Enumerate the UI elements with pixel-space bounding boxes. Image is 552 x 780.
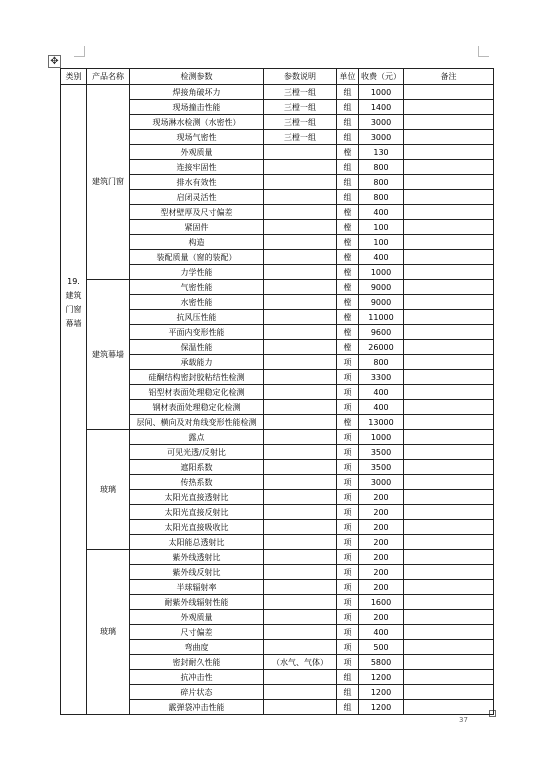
test-parameter-cell: 可见光透/反射比 xyxy=(130,445,264,460)
unit-cell: 项 xyxy=(337,520,359,535)
fee-cell: 1200 xyxy=(359,685,404,700)
remarks-cell xyxy=(404,250,494,265)
unit-cell: 组 xyxy=(337,175,359,190)
test-parameter-cell: 装配质量（窗的装配） xyxy=(130,250,264,265)
parameter-note-cell xyxy=(264,160,337,175)
table-row xyxy=(61,85,494,100)
remarks-cell xyxy=(404,205,494,220)
unit-cell: 樘 xyxy=(337,310,359,325)
remarks-cell xyxy=(404,625,494,640)
unit-cell: 项 xyxy=(337,610,359,625)
parameter-note-cell xyxy=(264,430,337,445)
test-parameter-cell: 太阳光直接吸收比 xyxy=(130,520,264,535)
category-line: 门窗 xyxy=(65,305,82,314)
unit-cell: 樘 xyxy=(337,220,359,235)
unit-cell: 组 xyxy=(337,115,359,130)
category-line: 19. xyxy=(67,277,80,286)
unit-cell: 组 xyxy=(337,700,359,715)
fee-cell: 400 xyxy=(359,385,404,400)
fee-cell: 1400 xyxy=(359,100,404,115)
fee-cell: 200 xyxy=(359,610,404,625)
parameter-note-cell xyxy=(264,685,337,700)
parameter-note-cell xyxy=(264,190,337,205)
parameter-note-cell xyxy=(264,445,337,460)
remarks-cell xyxy=(404,595,494,610)
fee-cell: 100 xyxy=(359,220,404,235)
parameter-note-cell xyxy=(264,490,337,505)
unit-cell: 组 xyxy=(337,685,359,700)
product-name-cell: 建筑门窗 xyxy=(87,85,130,280)
unit-cell: 项 xyxy=(337,550,359,565)
fee-cell: 400 xyxy=(359,400,404,415)
parameter-note-cell xyxy=(264,580,337,595)
remarks-cell xyxy=(404,670,494,685)
unit-cell: 项 xyxy=(337,460,359,475)
page-corner-mark xyxy=(468,714,488,723)
parameter-note-cell xyxy=(264,610,337,625)
fee-cell: 200 xyxy=(359,565,404,580)
parameter-note-cell xyxy=(264,235,337,250)
header-test-parameter: 检测参数 xyxy=(130,69,264,85)
test-parameter-cell: 半球辐射率 xyxy=(130,580,264,595)
unit-cell: 樘 xyxy=(337,205,359,220)
test-parameter-cell: 现场撞击性能 xyxy=(130,100,264,115)
parameter-note-cell xyxy=(264,700,337,715)
page-number: 37 xyxy=(459,716,468,724)
category-cell xyxy=(61,85,87,715)
parameter-note-cell xyxy=(264,295,337,310)
test-parameter-cell: 保温性能 xyxy=(130,340,264,355)
test-parameter-cell: 太阳光直接透射比 xyxy=(130,490,264,505)
remarks-cell xyxy=(404,565,494,580)
product-name-cell: 建筑幕墙 xyxy=(87,280,130,430)
parameter-note-cell xyxy=(264,385,337,400)
test-parameter-cell: 外观质量 xyxy=(130,610,264,625)
fee-cell: 100 xyxy=(359,235,404,250)
test-parameter-cell: 外观质量 xyxy=(130,145,264,160)
unit-cell: 樘 xyxy=(337,295,359,310)
test-parameter-cell: 尺寸偏差 xyxy=(130,625,264,640)
fee-cell: 200 xyxy=(359,550,404,565)
parameter-note-cell xyxy=(264,505,337,520)
remarks-cell xyxy=(404,190,494,205)
fee-cell: 800 xyxy=(359,355,404,370)
test-parameter-cell: 启闭灵活性 xyxy=(130,190,264,205)
test-parameter-cell: 排水有效性 xyxy=(130,175,264,190)
fee-cell: 26000 xyxy=(359,340,404,355)
remarks-cell xyxy=(404,220,494,235)
remarks-cell xyxy=(404,325,494,340)
remarks-cell xyxy=(404,640,494,655)
unit-cell: 项 xyxy=(337,430,359,445)
test-parameter-cell: 紧固件 xyxy=(130,220,264,235)
parameter-note-cell xyxy=(264,280,337,295)
header-remarks: 备注 xyxy=(404,69,494,85)
fee-cell: 400 xyxy=(359,205,404,220)
fee-cell: 1000 xyxy=(359,85,404,100)
test-parameter-cell: 硅酮结构密封胶粘结性检测 xyxy=(130,370,264,385)
parameter-note-cell xyxy=(264,460,337,475)
test-parameter-cell: 抗冲击性 xyxy=(130,670,264,685)
table-row xyxy=(61,280,494,295)
remarks-cell xyxy=(404,265,494,280)
remarks-cell xyxy=(404,175,494,190)
parameter-note-cell: 三樘一组 xyxy=(264,130,337,145)
category-line: 建筑 xyxy=(65,291,82,300)
test-parameter-cell: 气密性能 xyxy=(130,280,264,295)
unit-cell: 组 xyxy=(337,130,359,145)
test-parameter-cell: 遮阳系数 xyxy=(130,460,264,475)
remarks-cell xyxy=(404,310,494,325)
test-parameter-cell: 露点 xyxy=(130,430,264,445)
test-parameter-cell: 型材壁厚及尺寸偏差 xyxy=(130,205,264,220)
test-parameter-cell: 传热系数 xyxy=(130,475,264,490)
remarks-cell xyxy=(404,340,494,355)
remarks-cell xyxy=(404,445,494,460)
parameter-note-cell xyxy=(264,325,337,340)
unit-cell: 樘 xyxy=(337,325,359,340)
fee-cell: 11000 xyxy=(359,310,404,325)
parameter-note-cell xyxy=(264,535,337,550)
unit-cell: 项 xyxy=(337,580,359,595)
test-parameter-cell: 钢材表面处理稳定化检测 xyxy=(130,400,264,415)
header-fee: 收费（元） xyxy=(359,69,404,85)
fee-cell: 1200 xyxy=(359,670,404,685)
unit-cell: 项 xyxy=(337,370,359,385)
fee-cell: 800 xyxy=(359,160,404,175)
test-parameter-cell: 水密性能 xyxy=(130,295,264,310)
remarks-cell xyxy=(404,130,494,145)
remarks-cell xyxy=(404,85,494,100)
remarks-cell xyxy=(404,535,494,550)
test-parameter-cell: 紫外线反射比 xyxy=(130,565,264,580)
test-parameter-cell: 密封耐久性能 xyxy=(130,655,264,670)
unit-cell: 项 xyxy=(337,400,359,415)
unit-cell: 项 xyxy=(337,445,359,460)
remarks-cell xyxy=(404,145,494,160)
parameter-note-cell xyxy=(264,145,337,160)
parameter-note-cell xyxy=(264,370,337,385)
unit-cell: 组 xyxy=(337,85,359,100)
category-line: 幕墙 xyxy=(65,319,82,328)
unit-cell: 组 xyxy=(337,160,359,175)
remarks-cell xyxy=(404,370,494,385)
remarks-cell xyxy=(404,160,494,175)
remarks-cell xyxy=(404,100,494,115)
unit-cell: 樘 xyxy=(337,145,359,160)
test-parameter-cell: 太阳能总透射比 xyxy=(130,535,264,550)
test-parameter-cell: 铝型材表面处理稳定化检测 xyxy=(130,385,264,400)
parameter-note-cell xyxy=(264,250,337,265)
fee-cell: 3000 xyxy=(359,115,404,130)
fee-cell: 200 xyxy=(359,535,404,550)
remarks-cell xyxy=(404,550,494,565)
parameter-note-cell xyxy=(264,205,337,220)
remarks-cell xyxy=(404,655,494,670)
remarks-cell xyxy=(404,295,494,310)
fee-cell: 200 xyxy=(359,505,404,520)
fee-cell: 130 xyxy=(359,145,404,160)
fee-cell: 3000 xyxy=(359,475,404,490)
parameter-note-cell xyxy=(264,670,337,685)
test-parameter-cell: 抗风压性能 xyxy=(130,310,264,325)
test-parameter-cell: 现场气密性 xyxy=(130,130,264,145)
remarks-cell xyxy=(404,415,494,430)
test-parameter-cell: 力学性能 xyxy=(130,265,264,280)
parameter-note-cell xyxy=(264,640,337,655)
parameter-note-cell xyxy=(264,220,337,235)
test-parameter-cell: 太阳光直接反射比 xyxy=(130,505,264,520)
parameter-note-cell: 三樘一组 xyxy=(264,100,337,115)
remarks-cell xyxy=(404,475,494,490)
fee-cell: 9600 xyxy=(359,325,404,340)
test-parameter-cell: 连接牢固性 xyxy=(130,160,264,175)
header-product-name: 产品名称 xyxy=(87,69,130,85)
unit-cell: 项 xyxy=(337,625,359,640)
test-parameter-cell: 层间、横向及对角线变形性能检测 xyxy=(130,415,264,430)
unit-cell: 项 xyxy=(337,655,359,670)
parameter-note-cell xyxy=(264,175,337,190)
fee-cell: 800 xyxy=(359,190,404,205)
fee-cell: 3500 xyxy=(359,460,404,475)
fee-cell: 1600 xyxy=(359,595,404,610)
fee-cell: 200 xyxy=(359,520,404,535)
fee-cell: 500 xyxy=(359,640,404,655)
parameter-note-cell xyxy=(264,310,337,325)
parameter-note-cell xyxy=(264,340,337,355)
test-parameter-cell: 霰弹袋冲击性能 xyxy=(130,700,264,715)
unit-cell: 项 xyxy=(337,640,359,655)
remarks-cell xyxy=(404,280,494,295)
unit-cell: 项 xyxy=(337,475,359,490)
test-parameter-cell: 构造 xyxy=(130,235,264,250)
unit-cell: 组 xyxy=(337,670,359,685)
fee-cell: 9000 xyxy=(359,295,404,310)
fee-cell: 200 xyxy=(359,490,404,505)
parameter-note-cell xyxy=(264,400,337,415)
unit-cell: 组 xyxy=(337,100,359,115)
test-parameter-cell: 耐紫外线辐射性能 xyxy=(130,595,264,610)
product-name-cell: 玻璃 xyxy=(87,430,130,550)
parameter-note-cell xyxy=(264,550,337,565)
remarks-cell xyxy=(404,610,494,625)
unit-cell: 项 xyxy=(337,565,359,580)
remarks-cell xyxy=(404,115,494,130)
parameter-note-cell: 三樘一组 xyxy=(264,85,337,100)
parameter-note-cell xyxy=(264,355,337,370)
fee-cell: 3300 xyxy=(359,370,404,385)
unit-cell: 樘 xyxy=(337,280,359,295)
unit-cell: 项 xyxy=(337,595,359,610)
test-parameter-cell: 紫外线透射比 xyxy=(130,550,264,565)
test-parameter-cell: 平面内变形性能 xyxy=(130,325,264,340)
parameter-note-cell xyxy=(264,520,337,535)
remarks-cell xyxy=(404,490,494,505)
remarks-cell xyxy=(404,520,494,535)
parameter-note-cell: 三樘一组 xyxy=(264,115,337,130)
fee-cell: 3000 xyxy=(359,130,404,145)
fee-cell: 400 xyxy=(359,250,404,265)
header-row xyxy=(61,69,494,85)
remarks-cell xyxy=(404,430,494,445)
unit-cell: 樘 xyxy=(337,250,359,265)
test-parameter-cell: 焊接角破坏力 xyxy=(130,85,264,100)
header-parameter-note: 参数说明 xyxy=(264,69,337,85)
remarks-cell xyxy=(404,460,494,475)
fee-cell: 9000 xyxy=(359,280,404,295)
unit-cell: 项 xyxy=(337,535,359,550)
fee-cell: 1000 xyxy=(359,265,404,280)
parameter-note-cell xyxy=(264,625,337,640)
product-name-cell: 玻璃 xyxy=(87,550,130,715)
table-row xyxy=(61,550,494,565)
unit-cell: 樘 xyxy=(337,415,359,430)
parameter-note-cell: （水气、气体） xyxy=(264,655,337,670)
test-parameter-cell: 弯曲度 xyxy=(130,640,264,655)
page-corner-mark xyxy=(478,46,489,57)
unit-cell: 樘 xyxy=(337,265,359,280)
header-unit: 单位 xyxy=(337,69,359,85)
remarks-cell xyxy=(404,505,494,520)
test-parameter-cell: 碎片状态 xyxy=(130,685,264,700)
fee-cell: 400 xyxy=(359,625,404,640)
fee-cell: 3500 xyxy=(359,445,404,460)
fee-cell: 200 xyxy=(359,580,404,595)
unit-cell: 樘 xyxy=(337,235,359,250)
page-corner-mark xyxy=(74,46,85,57)
page-corner-mark xyxy=(66,714,82,723)
unit-cell: 组 xyxy=(337,190,359,205)
parameter-note-cell xyxy=(264,595,337,610)
remarks-cell xyxy=(404,580,494,595)
fee-cell: 5800 xyxy=(359,655,404,670)
remarks-cell xyxy=(404,700,494,715)
remarks-cell xyxy=(404,235,494,250)
remarks-cell xyxy=(404,400,494,415)
remarks-cell xyxy=(404,385,494,400)
fee-cell: 1000 xyxy=(359,430,404,445)
unit-cell: 樘 xyxy=(337,340,359,355)
test-parameter-cell: 现场淋水检测（水密性） xyxy=(130,115,264,130)
unit-cell: 项 xyxy=(337,505,359,520)
parameter-note-cell xyxy=(264,265,337,280)
fee-cell: 1200 xyxy=(359,700,404,715)
fee-cell: 13000 xyxy=(359,415,404,430)
unit-cell: 项 xyxy=(337,385,359,400)
unit-cell: 项 xyxy=(337,490,359,505)
parameter-note-cell xyxy=(264,415,337,430)
remarks-cell xyxy=(404,355,494,370)
unit-cell: 项 xyxy=(337,355,359,370)
fee-table xyxy=(60,68,494,715)
test-parameter-cell: 承载能力 xyxy=(130,355,264,370)
header-category: 类别 xyxy=(61,69,87,85)
remarks-cell xyxy=(404,685,494,700)
fee-cell: 800 xyxy=(359,175,404,190)
table-move-handle-icon[interactable]: ✥ xyxy=(48,55,61,68)
parameter-note-cell xyxy=(264,475,337,490)
table-row xyxy=(61,430,494,445)
parameter-note-cell xyxy=(264,565,337,580)
